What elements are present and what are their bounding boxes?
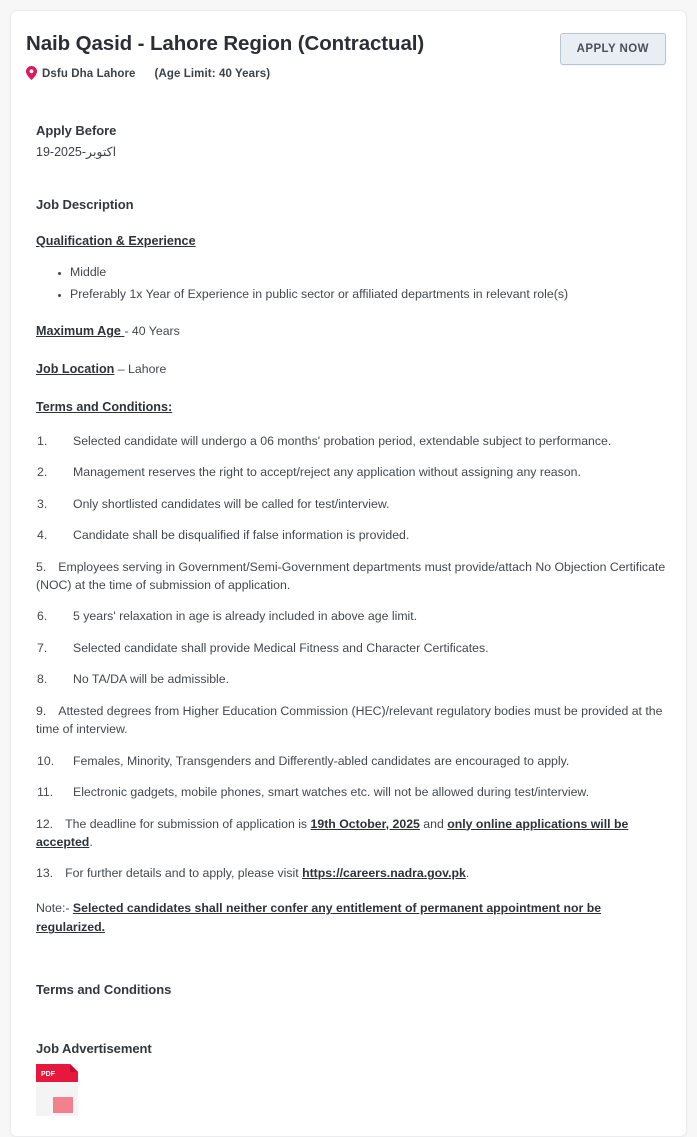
job-header-left [26, 29, 546, 81]
terms-conditions-heading: Terms and Conditions: [36, 399, 173, 414]
table-row: Selected candidate shall provide Medical Fitness and Character Certificates. [73, 640, 489, 655]
job-description-heading: Job Description [36, 196, 134, 212]
maximum-age-value: - 40 Years [124, 324, 180, 339]
terms-conditions-list [36, 432, 666, 883]
job-meta-row [26, 67, 546, 81]
deadline-date: 19th October, 2025 [310, 816, 420, 831]
list-number: 9. [36, 703, 47, 718]
job-location-text: Dsfu Dha Lahore [42, 67, 136, 80]
table-row [36, 558, 666, 595]
maximum-age-row [36, 322, 666, 341]
terms-heading-row [36, 398, 666, 417]
map-pin-icon [26, 66, 37, 80]
list-number: 12. [36, 816, 54, 831]
table-row: Management reserves the right to accept/reject any application without assigning any reason. [73, 465, 581, 480]
table-row: Candidate shall be disqualified if false information is provided. [73, 528, 410, 543]
job-advertisement-heading: Job Advertisement [36, 1041, 152, 1057]
page-title: Naib Qasid - Lahore Region (Contractual) [26, 32, 425, 55]
list-item: • Preferably 1x Year of Experience in public sector or affiliated departments in relevant role(s) [70, 285, 666, 303]
job-location-value: – Lahore [114, 362, 167, 377]
job-advertisement-attachment[interactable] [36, 1064, 78, 1116]
table-row: No TA/DA will be admissible. [73, 672, 230, 687]
item13-prefix: For further details and to apply, please visit [65, 866, 303, 881]
note-label: Note:- [36, 900, 73, 915]
apply-before-date: 19-اکتوبر-2025 [36, 144, 117, 159]
note-text: Selected candidates shall neither confer any entitlement of permanent appointment nor be regularized. [36, 900, 602, 935]
list-number: 13. [36, 866, 54, 881]
table-row [36, 815, 666, 852]
qualification-bullet-list [36, 263, 666, 303]
online-only-note: only online applications will be accepted [36, 816, 629, 849]
apply-before-label: Apply Before [36, 122, 117, 138]
item13-suffix: . [465, 866, 470, 881]
list-number: 5. [36, 559, 47, 574]
job-header [26, 29, 666, 81]
svg-text:PDF: PDF [41, 1071, 55, 1079]
note-row [36, 899, 666, 938]
job-description-body [36, 232, 666, 939]
job-location-label: Job Location [36, 362, 115, 377]
item12-prefix: The deadline for submission of application is [65, 816, 311, 831]
item12-suffix: . [89, 834, 93, 849]
maximum-age-label: Maximum Age [36, 324, 125, 339]
item12-middle: and [419, 816, 448, 831]
table-row [36, 702, 666, 739]
list-text: Attested degrees from Higher Education Commission (HEC)/relevant regulatory bodies must be provided at the time of interview. [36, 703, 663, 737]
list-item: • Middle [70, 263, 666, 281]
careers-portal-link[interactable]: https://careers.nadra.gov.pk [302, 866, 466, 881]
table-row: Electronic gadgets, mobile phones, smart watches etc. will not be allowed during test/interview. [73, 785, 590, 800]
qualification-heading: Qualification & Experience [36, 233, 196, 248]
list-text: Employees serving in Government/Semi-Government departments must provide/attach No Objection Certificate (NOC) at the time of submission of application. [36, 559, 666, 592]
apply-now-button[interactable]: APPLY NOW [560, 33, 666, 65]
table-row [36, 864, 666, 882]
table-row: 5 years' relaxation in age is already included in above age limit. [73, 609, 418, 624]
job-age-limit-text: (Age Limit: 40 Years) [154, 67, 271, 80]
apply-before-section [26, 123, 666, 159]
job-location-row [36, 360, 666, 379]
table-row: Selected candidate will undergo a 06 months' probation period, extendable subject to performance. [73, 433, 612, 448]
job-detail-card [10, 10, 687, 1137]
table-row: Only shortlisted candidates will be called for test/interview. [73, 496, 390, 511]
footer-terms-conditions-heading: Terms and Conditions [36, 982, 172, 998]
pdf-file-icon[interactable] [36, 1064, 78, 1116]
table-row: Females, Minority, Transgenders and Differently-abled candidates are encouraged to apply. [73, 753, 570, 768]
qualification-heading-row [36, 232, 666, 251]
